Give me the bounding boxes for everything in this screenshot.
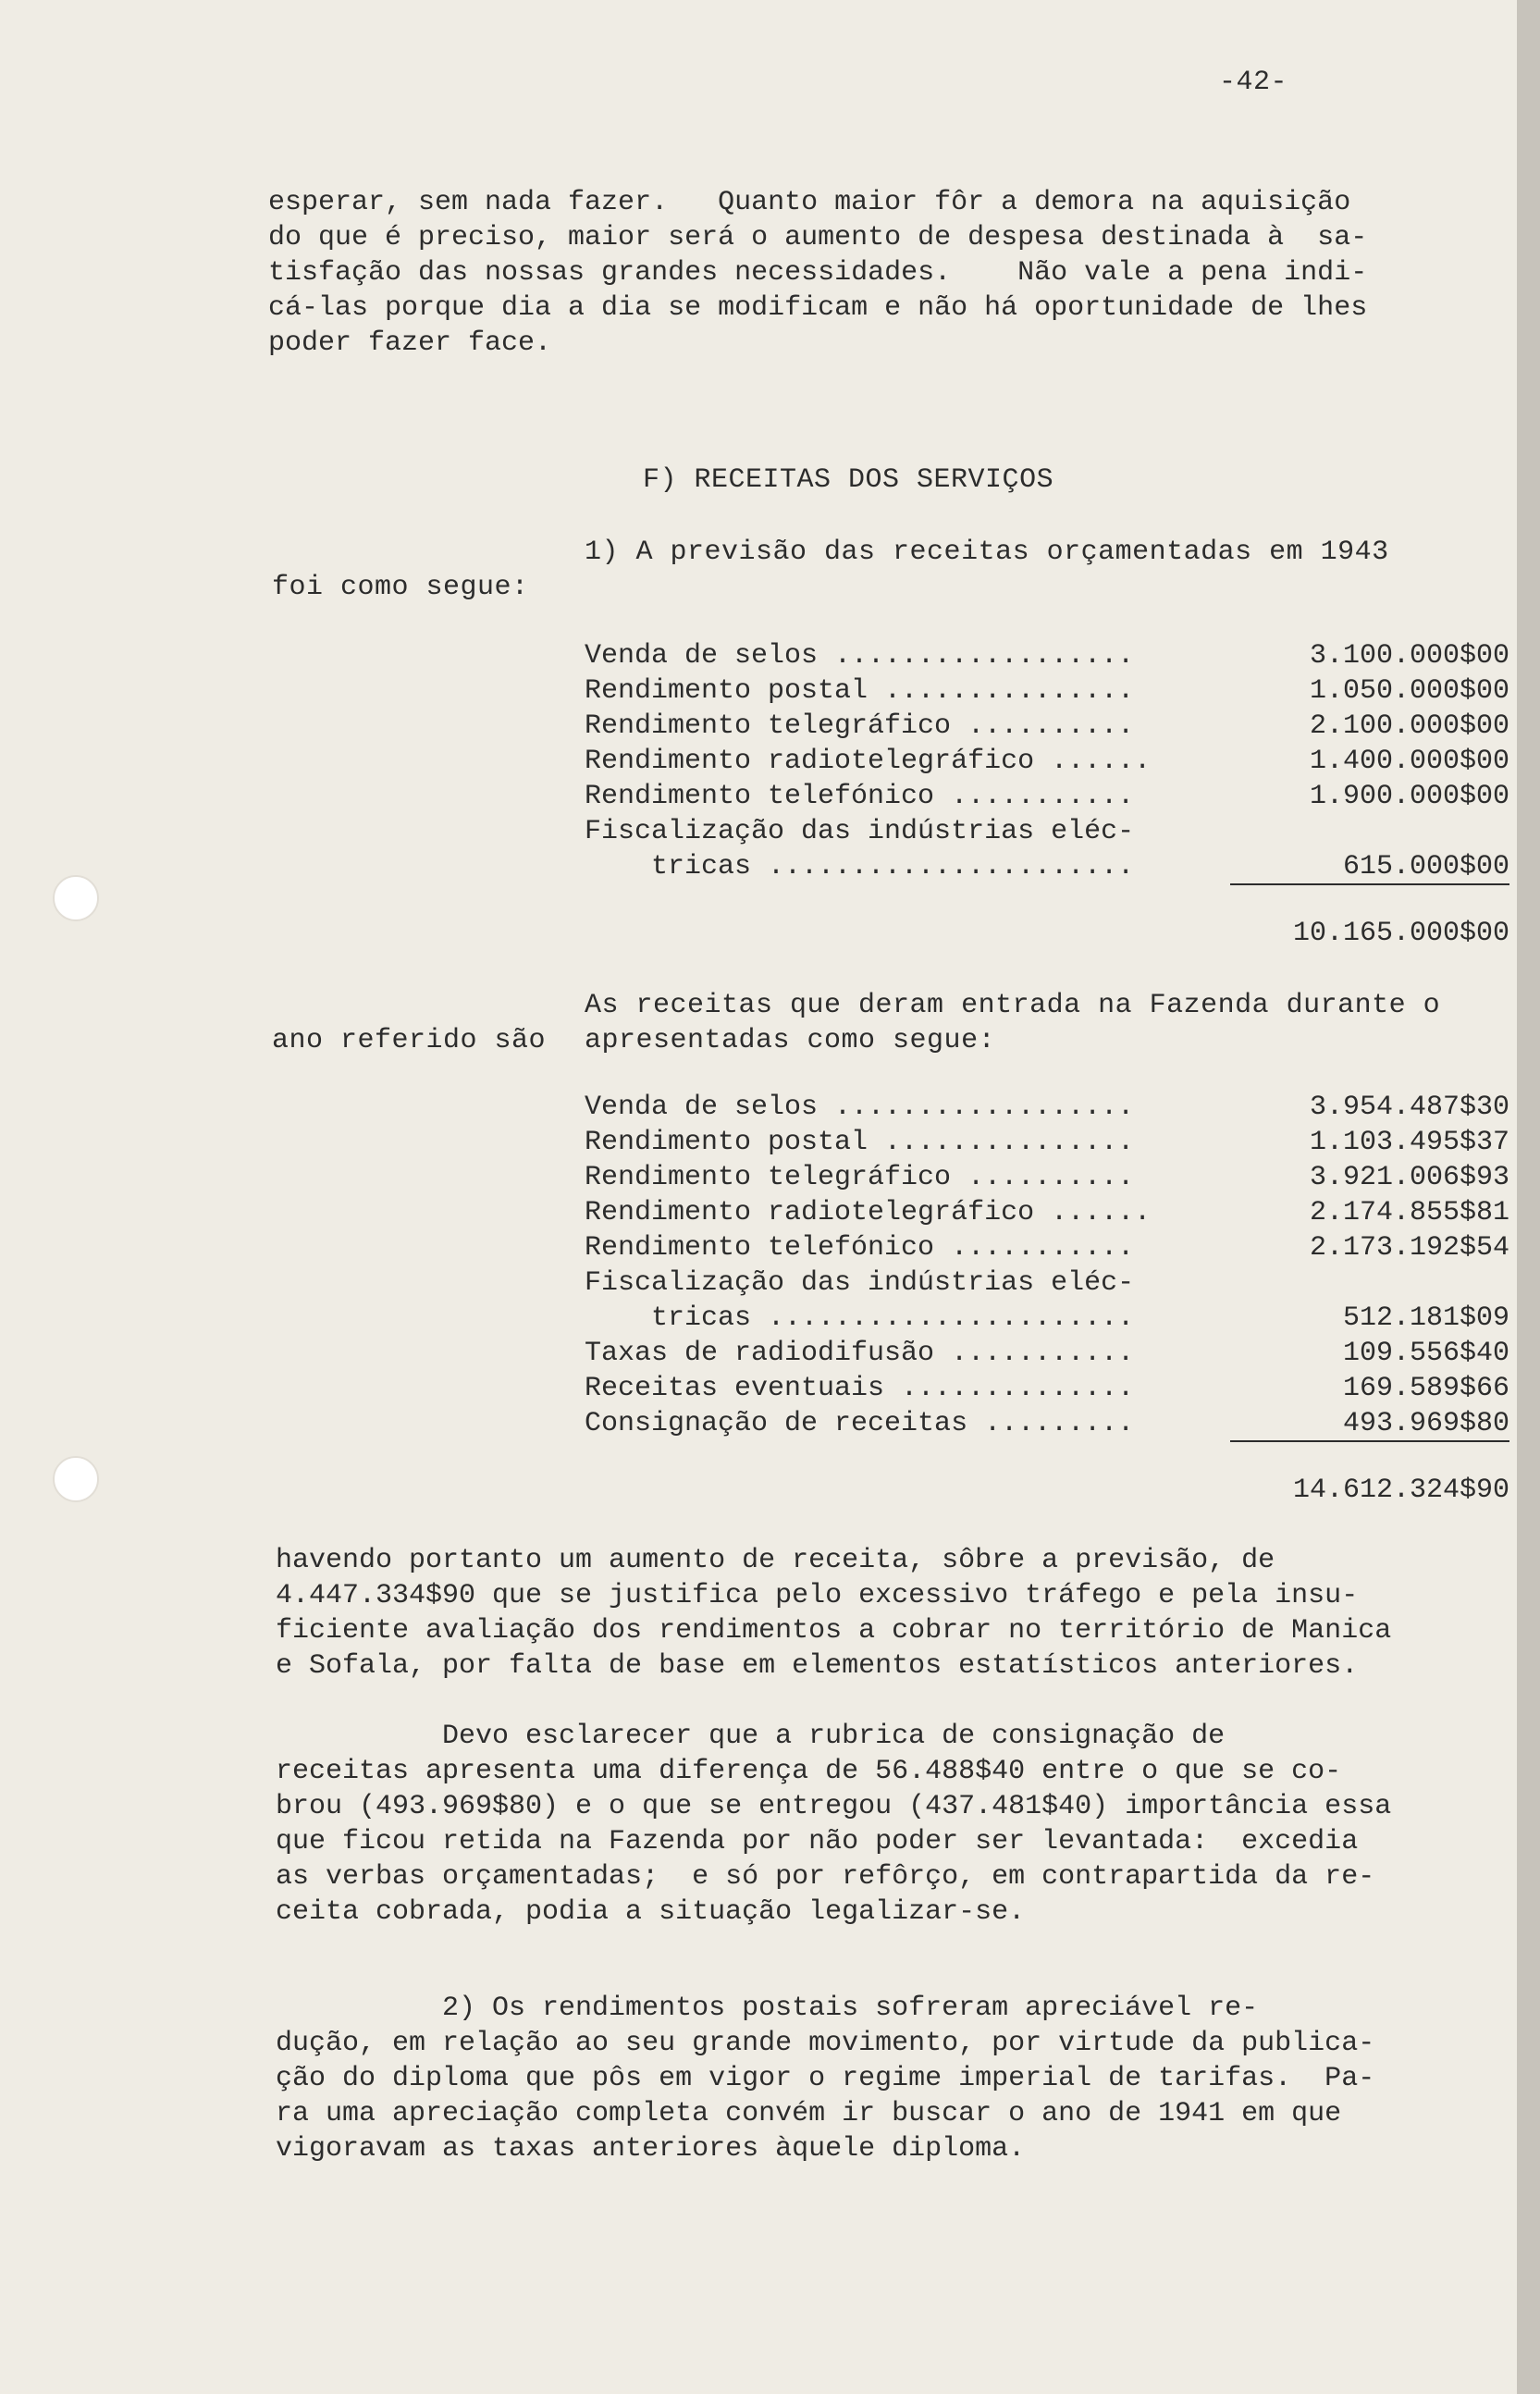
text-line: que ficou retida na Fazenda por não poder ser levantada: excedia bbox=[276, 1826, 1359, 1857]
actual-row bbox=[585, 1371, 1509, 1406]
row-value: 109.556$40 bbox=[1342, 1338, 1509, 1369]
actual-row bbox=[585, 1301, 1509, 1336]
total-rule bbox=[1230, 883, 1509, 885]
page-number: -42- bbox=[1219, 67, 1288, 98]
text-line: 4.447.334$90 que se justifica pelo excessivo tráfego e pela insu- bbox=[276, 1580, 1359, 1611]
text-line: ceita cobrada, podia a situação legalizar-se. bbox=[276, 1896, 1026, 1928]
text-line: tisfação das nossas grandes necessidades. Não vale a pena indi- bbox=[268, 257, 1368, 289]
text-line: ra uma apreciação completa convém ir buscar o ano de 1941 em que bbox=[276, 2098, 1342, 2129]
consignment-paragraph bbox=[276, 1719, 1506, 1930]
row-value: 493.969$80 bbox=[1342, 1408, 1509, 1439]
forecast-row bbox=[585, 709, 1509, 744]
actual-row bbox=[585, 1160, 1509, 1195]
text-line: cá-las porque dia a dia se modificam e não há oportunidade de lhes bbox=[268, 292, 1368, 324]
row-label: Rendimento telefónico ........... bbox=[585, 781, 1135, 812]
forecast-row bbox=[585, 638, 1509, 673]
row-value: 3.921.006$93 bbox=[1309, 1162, 1509, 1193]
text-line: vigoravam as taxas anteriores àquele diploma. bbox=[276, 2133, 1026, 2165]
row-value: 169.589$66 bbox=[1342, 1373, 1509, 1404]
row-label: Rendimento telefónico ........... bbox=[585, 1232, 1135, 1264]
forecast-row bbox=[585, 744, 1509, 779]
punch-hole bbox=[53, 875, 99, 921]
row-value: 1.900.000$00 bbox=[1309, 781, 1509, 812]
forecast-row bbox=[585, 673, 1509, 709]
text-line: esperar, sem nada fazer. Quanto maior fôr a demora na aquisição bbox=[268, 187, 1351, 218]
text-line: havendo portanto um aumento de receita, sôbre a previsão, de bbox=[276, 1545, 1275, 1576]
actual-row bbox=[585, 1336, 1509, 1371]
row-value: 1.050.000$00 bbox=[1309, 675, 1509, 707]
row-value: 2.173.192$54 bbox=[1309, 1232, 1509, 1264]
intro-paragraph bbox=[268, 185, 1498, 361]
total-value: 14.612.324$90 bbox=[1292, 1475, 1509, 1506]
text-line: dução, em relação ao seu grande movimento, por virtude da publica- bbox=[276, 2028, 1375, 2059]
row-label: tricas ...................... bbox=[585, 851, 1135, 882]
row-label: Rendimento radiotelegráfico ...... bbox=[585, 746, 1152, 777]
forecast-intro-left: foi como segue: bbox=[272, 572, 529, 603]
actual-row bbox=[585, 1090, 1509, 1125]
row-label: Fiscalização das indústrias eléc- bbox=[585, 1267, 1135, 1299]
actual-row bbox=[585, 1265, 1509, 1301]
text-line: e Sofala, por falta de base em elementos estatísticos anteriores. bbox=[276, 1650, 1359, 1682]
row-value: 3.954.487$30 bbox=[1309, 1092, 1509, 1123]
forecast-row bbox=[585, 849, 1509, 884]
forecast-intro-right: 1) A previsão das receitas orçamentadas em 1943 bbox=[585, 537, 1389, 568]
actual-intro-left-cont: apresentadas como segue: bbox=[585, 1025, 996, 1056]
forecast-row bbox=[585, 814, 1509, 849]
row-value: 615.000$00 bbox=[1342, 851, 1509, 882]
text-line: ficiente avaliação dos rendimentos a cobrar no território de Manica bbox=[276, 1615, 1392, 1647]
row-value: 2.100.000$00 bbox=[1309, 710, 1509, 742]
row-label: Rendimento radiotelegráfico ...... bbox=[585, 1197, 1152, 1228]
row-value: 3.100.000$00 bbox=[1309, 640, 1509, 672]
text-line: poder fazer face. bbox=[268, 327, 552, 359]
actual-row bbox=[585, 1230, 1509, 1265]
actual-intro-left: ano referido são bbox=[272, 1025, 547, 1056]
row-label: Receitas eventuais .............. bbox=[585, 1373, 1135, 1404]
row-label: Taxas de radiodifusão ........... bbox=[585, 1338, 1135, 1369]
postal-paragraph bbox=[276, 1991, 1506, 2166]
text-line: as verbas orçamentadas; e só por refôrço, em contrapartida da re- bbox=[276, 1861, 1375, 1893]
row-value: 1.400.000$00 bbox=[1309, 746, 1509, 777]
row-label: Consignação de receitas ......... bbox=[585, 1408, 1135, 1439]
actual-intro-right: As receitas que deram entrada na Fazenda durante o bbox=[585, 990, 1441, 1021]
total-value: 10.165.000$00 bbox=[1292, 918, 1509, 949]
row-value: 2.174.855$81 bbox=[1309, 1197, 1509, 1228]
page-edge bbox=[1517, 0, 1540, 2394]
row-label: Rendimento postal ............... bbox=[585, 675, 1135, 707]
text-line: Devo esclarecer que a rubrica de consignação de bbox=[276, 1721, 1226, 1752]
text-line: receitas apresenta uma diferença de 56.488$40 entre o que se co- bbox=[276, 1756, 1342, 1787]
row-label: Venda de selos .................. bbox=[585, 1092, 1135, 1123]
row-label: Fiscalização das indústrias eléc- bbox=[585, 816, 1135, 847]
row-label: Rendimento telegráfico .......... bbox=[585, 710, 1135, 742]
actual-row bbox=[585, 1125, 1509, 1160]
row-value: 512.181$09 bbox=[1342, 1302, 1509, 1334]
text-line: 2) Os rendimentos postais sofreram apreciável re- bbox=[276, 1993, 1259, 2024]
forecast-row bbox=[585, 779, 1509, 814]
row-label: tricas ...................... bbox=[585, 1302, 1135, 1334]
text-line: ção do diploma que pôs em vigor o regime imperial de tarifas. Pa- bbox=[276, 2063, 1375, 2094]
text-line: brou (493.969$80) e o que se entregou (437.481$40) importância essa bbox=[276, 1791, 1392, 1822]
row-value: 1.103.495$37 bbox=[1309, 1127, 1509, 1158]
row-label: Rendimento postal ............... bbox=[585, 1127, 1135, 1158]
forecast-total bbox=[585, 916, 1509, 951]
actual-row bbox=[585, 1195, 1509, 1230]
actual-row bbox=[585, 1406, 1509, 1441]
row-label: Rendimento telegráfico .......... bbox=[585, 1162, 1135, 1193]
total-rule bbox=[1230, 1440, 1509, 1442]
actual-total bbox=[585, 1473, 1509, 1508]
section-heading: F) RECEITAS DOS SERVIÇOS bbox=[643, 464, 1054, 496]
punch-hole bbox=[53, 1456, 99, 1502]
row-label: Venda de selos .................. bbox=[585, 640, 1135, 672]
increase-paragraph bbox=[276, 1543, 1506, 1684]
text-line: do que é preciso, maior será o aumento de despesa destinada à sa- bbox=[268, 222, 1368, 253]
